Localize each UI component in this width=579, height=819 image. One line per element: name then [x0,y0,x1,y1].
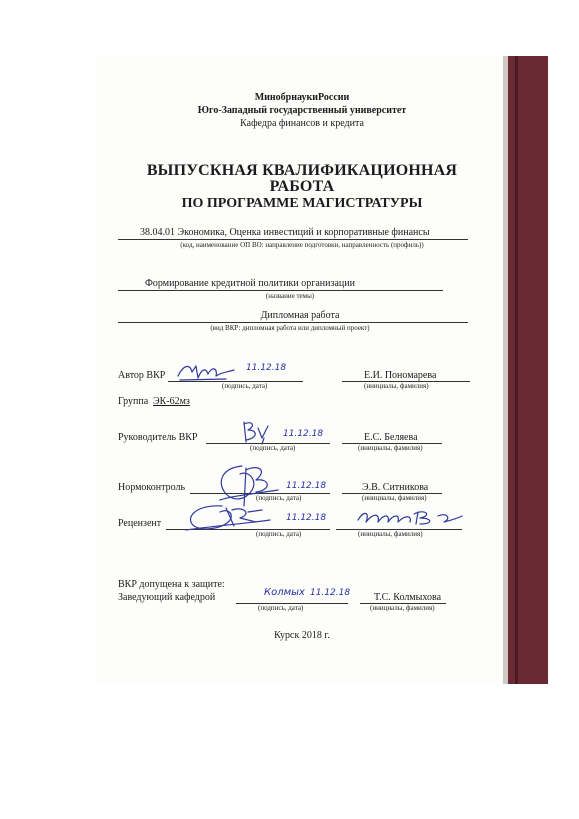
topic-underline [118,290,443,291]
supervisor-signature [238,418,278,446]
head-signature-caption: (подпись, дата) [258,604,304,612]
author-signature [176,362,236,384]
head-name-caption: (инициалы, фамилия) [370,604,435,612]
head-handwritten-name: Колмых [264,587,305,598]
title-line-2: РАБОТА [269,178,335,195]
head-name: Т.С. Колмыхова [374,592,442,603]
normcontrol-name: Э.В. Ситникова [362,482,429,493]
group-label: Группа [118,396,149,407]
work-type-underline [118,322,468,323]
supervisor-name: Е.С. Беляева [364,432,418,443]
topic-value: Формирование кредитной политики организации [145,278,355,289]
author-signature-caption: (подпись, дата) [222,382,268,390]
head-of-department-label: Заведующий кафедрой [118,592,216,603]
reviewer-name-caption: (инициалы, фамилия) [358,530,423,538]
normcontrol-date: 11.12.18 [286,481,327,491]
title-line-1: ВЫПУСКНАЯ КВАЛИФИКАЦИОННАЯ [146,162,458,179]
program-value: 38.04.01 Экономика, Оценка инвестиций и корпоративные финансы [140,227,430,238]
department-name: Кафедра финансов и кредита [240,118,364,129]
university-name: Юго-Западный государственный университет [197,105,407,116]
supervisor-signature-caption: (подпись, дата) [250,444,296,452]
supervisor-name-caption: (инициалы, фамилия) [358,444,423,452]
work-type-value: Дипломная работа [260,310,340,321]
author-name-caption: (инициалы, фамилия) [364,382,429,390]
group-value: ЭК-62мз [153,396,190,407]
work-type-caption: (вид ВКР: дипломная работа или дипломный проект) [210,324,370,332]
reviewer-date: 11.12.18 [286,513,327,523]
author-date: 11.12.18 [246,363,287,373]
title-line-3: ПО ПРОГРАММЕ МАГИСТРАТУРЫ [181,196,423,211]
reviewer-signature-caption: (подпись, дата) [256,530,302,538]
binding-spine [508,56,548,684]
program-caption: (код, наименование ОП ВО: направление подготовки, направленность (профиль)) [180,241,424,249]
normcontrol-name-caption: (инициалы, фамилия) [362,494,427,502]
normcontrol-label: Нормоконтроль [118,482,186,493]
supervisor-date: 11.12.18 [283,429,324,439]
normcontrol-signature-caption: (подпись, дата) [256,494,302,502]
reviewer-signature [182,500,272,534]
supervisor-label: Руководитель ВКР [118,432,198,443]
program-underline [118,239,468,240]
head-date: 11.12.18 [310,588,351,598]
topic-caption: (название темы) [265,292,315,300]
place-year: Курск 2018 г. [274,630,330,641]
author-name: Е.И. Пономарева [364,370,437,381]
reviewer-label: Рецензент [118,518,162,529]
reviewer-name-handwritten [354,506,464,528]
admission-line: ВКР допущена к защите: [118,579,225,590]
author-label: Автор ВКР [118,370,166,381]
binding-stripe [515,56,518,684]
ministry-name: МинобрнаукиРоссии [254,92,350,103]
